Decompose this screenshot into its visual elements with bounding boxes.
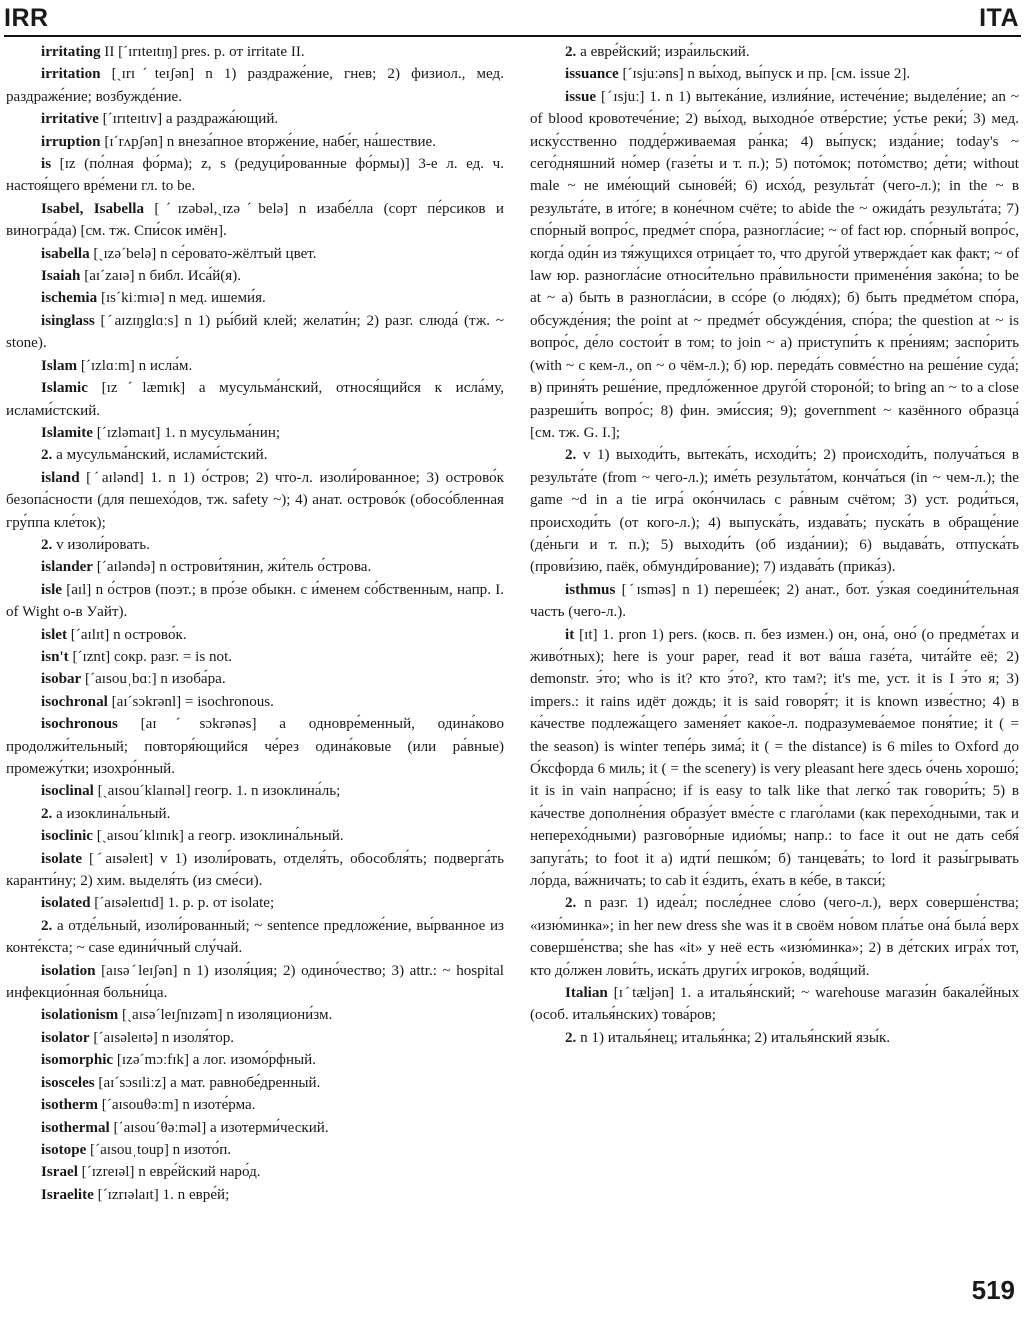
entry-headword: isoclinic [41, 828, 93, 845]
entry-headword: 2. [565, 44, 577, 60]
dictionary-entry [6, 825, 504, 847]
entry-text: [ˊɪsjuːəns] n вы́ход, вы́пуск и пр. [см. issue 2]. [618, 66, 911, 83]
entry-headword: 2. [565, 1029, 577, 1046]
page-number: 519 [971, 1275, 1015, 1305]
entry-headword: irritation [41, 66, 101, 83]
dictionary-entry [6, 646, 504, 668]
entry-headword: isotherm [41, 1097, 99, 1114]
entry-text: a изоклина́льный. [52, 805, 171, 822]
entry-text: [ˏɪzəˊbelə] n се́ровато-жёлтый цвет. [89, 245, 317, 262]
dictionary-entry [6, 265, 504, 287]
entry-text: [ˊɪznt] сокр. разг. = is not. [68, 648, 233, 665]
dictionary-entry [530, 579, 1019, 624]
entry-text: [ˏaɪsəˊleɪʃnɪzəm] n изоляциони́зм. [118, 1007, 333, 1024]
running-head-left: IRR [4, 4, 49, 32]
entry-text: [aɪl] n о́стров (поэт.; в про́зе обыкн. с и́менем со́бственным, напр. I. of Wight о-в Уайт). [6, 581, 504, 621]
dictionary-entry [6, 287, 504, 309]
dictionary-entry [530, 624, 1019, 893]
entry-text: [aɪˊsɔsɪliːz] a мат. равнобе́дренный. [94, 1074, 321, 1091]
entry-headword: Isaiah [41, 268, 81, 285]
entry-text: [aɪˊsɔkrənəs] a одновре́менный, одина́ково продолжи́тельный; повторя́ющийся че́рез одина́ковые (или ра́вные) промежу́тки; изохро́нный. [6, 716, 504, 777]
dictionary-entry [6, 131, 504, 153]
entry-headword: 2. [41, 536, 53, 553]
dictionary-entry [6, 1004, 504, 1026]
entry-headword: 2. [41, 447, 53, 464]
dictionary-entry [6, 153, 504, 198]
entry-headword: Israelite [41, 1186, 94, 1203]
entry-headword: isobar [41, 671, 82, 688]
running-head-right: ITA [979, 4, 1019, 32]
entry-headword: 2. [41, 917, 53, 934]
entry-text: [ˊaɪsəleɪt] v 1) изоли́ровать, отделя́ть, обособля́ть; подверга́ть каранти́ну; 2) хим. выделя́ть (из сме́си). [6, 850, 504, 890]
entry-headword: isn't [41, 648, 69, 665]
entry-headword: irritating [41, 44, 101, 60]
entry-headword: isolationism [41, 1007, 119, 1024]
entry-text: [ˊɪzləmaɪt] 1. n мусульма́нин; [92, 424, 281, 441]
dictionary-entry [6, 1139, 504, 1161]
header-rule [4, 35, 1021, 37]
entry-text: v 1) выходи́ть, вытека́ть, исходи́ть; 2) происходи́ть, получа́ться в результа́те (from ~ чего-л.); име́ть результа́том, конча́ться (in ~ чем-л.); the game ~d in a tie игра́ око́нчилась с ра́вным счётом; 3) уст. роди́ться, происходи́ть (от кого-л.); 4) выпуска́ть, издава́ть; пуска́ть в обраще́ние (де́ньги и т. п.); 5) выходи́ть (об изда́нии); 6) выдава́ть, отпуска́ть (прови́зию, паёк, обмунди́рование); 7) издава́ть (прика́з). [530, 447, 1019, 576]
dictionary-entry [530, 1027, 1019, 1049]
entry-text: [aɪˊzaɪə] n библ. Иса́й(я). [80, 268, 242, 285]
entry-headword: isochronal [41, 693, 108, 710]
entry-text: [ˏɪrɪˊteɪʃən] n 1) раздраже́ние, гнев; 2) физиол., мед. раздраже́ние; возбужде́ние. [6, 66, 504, 105]
entry-headword: issue [565, 88, 597, 105]
entry-text: n разг. 1) идеа́л; после́днее сло́во (чего-л.), верх соверше́нства; «изю́минка»; in her new dress she was it в своём но́вом пла́тье она́ была́ верх соверше́нства; she has «it» у неё есть «изю́минка»; 2) в де́тских игра́х тот, кто до́лжен лови́ть, иска́ть други́х игроко́в, водя́щий. [530, 895, 1019, 979]
entry-text: [ˊɪzlɑːm] n исла́м. [77, 357, 193, 374]
entry-headword: Italian [565, 985, 608, 1002]
entry-text: [ˊɪsməs] n 1) переше́ек; 2) анат., бот. у́зкая соедини́тельная часть (чего-л.). [530, 581, 1019, 621]
dictionary-entry [6, 1184, 504, 1206]
dictionary-entry [6, 915, 504, 960]
dictionary-entry [6, 310, 504, 355]
entry-text: [ˊɪsjuː] 1. n 1) вытека́ние, излия́ние, истече́ние; выделе́ние; an ~ of blood кровотече́ние; 2) вы́ход, выходно́е отве́рстие; у́стье реки́; 3) мед. иску́сственно подде́рживаемая ра́нка; 4) вы́пуск; изда́ние; today's ~ сего́дняшний но́мер (газе́ты и т. п.); 5) пото́мок; пото́мство; де́ти; without male ~ не име́ющий сынове́й; 6) исхо́д, результа́т (чего-л.); in the ~ в результа́те, в ито́ге; в коне́чном счёте; to abide the ~ ожида́ть результа́та; 7) спо́рный вопро́с, предме́т спо́ра, разногла́сие; ~ of fact юр. спо́рный вопро́с, когда́ оди́н из тя́жущихся отрица́ет то, что друго́й утвержда́ет как факт; ~ of law юр. разногла́сие относи́тельно пра́вильности примене́ния зако́на; to be at ~ а) быть в разногла́сии, в ссо́ре (о лю́дях); б) быть предме́том спо́ра, обсужде́ния; the point at ~ предме́т обсужде́ния, спо́ра; the question at ~ is вопро́с, де́ло состои́т в том; to join ~ а) приступи́ть к пре́ниям; заспо́рить (with ~ с кем-л., on ~ о чём-л.); б) юр. переда́ть совме́стно на реше́ние суда́; в) приня́ть реше́ние, предло́женное друго́й стороно́й; to bring an ~ to a close разреши́ть вопро́с; 8) фин. эми́ссия; 9); government ~ казённого образца́ [см. тж. G. I.]; [530, 88, 1019, 441]
dictionary-entry [6, 1049, 504, 1071]
entry-headword: isoclinal [41, 783, 94, 800]
entry-headword: it [565, 626, 575, 643]
dictionary-entry [6, 668, 504, 690]
dictionary-entry [6, 848, 504, 893]
entry-headword: isotope [41, 1141, 87, 1158]
entry-text: [ˊaɪlɪt] n острово́к. [67, 626, 187, 643]
entry-text: [aɪˊsɔkrənl] = isochronous. [107, 693, 274, 710]
entry-headword: isthmus [565, 581, 616, 598]
entry-text: [ˊaɪsəleɪtɪd] 1. p. p. от isolate; [90, 895, 275, 912]
dictionary-entry [6, 377, 504, 422]
entry-text: [ˊaɪsouθəːm] n изоте́рма. [98, 1097, 256, 1114]
entry-headword: Israel [41, 1164, 78, 1181]
entry-headword: isolator [41, 1029, 90, 1046]
entry-headword: isolate [41, 850, 83, 867]
entry-text: [ˊaɪsəleɪtə] n изоля́тор. [89, 1029, 235, 1046]
dictionary-entry [6, 803, 504, 825]
dictionary-entry [6, 960, 504, 1005]
entry-text: [ɪˊtæljən] 1. a италья́нский; ~ warehouse магази́н бакале́йных (особ. италья́нских) това́ров; [530, 985, 1019, 1024]
entry-headword: islet [41, 626, 67, 643]
entry-text: II [ˊɪrɪteɪtɪŋ] pres. p. от irritate II. [100, 44, 305, 60]
entry-headword: 2. [565, 895, 577, 912]
entry-text: v изоли́ровать. [52, 536, 150, 553]
entry-headword: is [41, 156, 52, 173]
entry-headword: 2. [41, 805, 53, 822]
dictionary-entry [6, 1161, 504, 1183]
entry-headword: issuance [565, 66, 619, 83]
right-column [530, 41, 1019, 1049]
dictionary-entry [6, 624, 504, 646]
entry-headword: Islamic [41, 380, 88, 397]
entry-text: [ˊaɪzɪŋglɑːs] n 1) ры́бий клей; желати́н; 2) разг. слюда́ (тж. ~ stone). [6, 312, 504, 352]
dictionary-entry [6, 579, 504, 624]
entry-headword: isochronous [41, 716, 118, 733]
dictionary-entry [6, 780, 504, 802]
dictionary-entry [6, 1027, 504, 1049]
dictionary-entry [6, 556, 504, 578]
entry-headword: Isabel, Isabella [41, 200, 145, 217]
dictionary-entry [6, 444, 504, 466]
dictionary-entry [6, 713, 504, 780]
entry-text: [aɪsəˊleɪʃən] n 1) изоля́ция; 2) одино́чество; 3) attr.: ~ hospital инфекцио́нная больни́ца. [6, 962, 504, 1002]
entry-headword: isolation [41, 962, 96, 979]
dictionary-entry [530, 444, 1019, 578]
dictionary-entry [530, 892, 1019, 982]
entry-text: [ˏaɪsouˊklaɪnəl] геогр. 1. n изоклина́ль; [93, 783, 341, 800]
entry-headword: isle [41, 581, 62, 598]
dictionary-entry [6, 198, 504, 243]
entry-text: [ˊaɪləndə] n острови́тянин, жи́тель о́строва. [93, 559, 372, 576]
entry-text: [ˏaɪsouˊklɪnɪk] a геогр. изоклина́льный. [93, 828, 344, 845]
entry-text: [ˊɪrɪteɪtɪv] a раздража́ющий. [98, 111, 279, 128]
entry-text: [ˊaɪsouˊθəːməl] a изотерми́ческий. [109, 1119, 329, 1136]
entry-text: [ˊaɪsouˌtoup] n изото́п. [86, 1141, 232, 1158]
entry-text: a евре́йский; изра́ильский. [576, 44, 750, 60]
entry-text: [ɪz (по́лная фо́рма); z, s (редуци́рованные фо́рмы)] 3-е л. ед. ч. настоя́щего вре́мени гл. to be. [6, 156, 504, 195]
entry-headword: ischemia [41, 290, 98, 307]
entry-headword: irruption [41, 133, 101, 150]
entry-text: a мусульма́нский, ислами́стский. [52, 447, 268, 464]
dictionary-entry [6, 1072, 504, 1094]
dictionary-entry [6, 355, 504, 377]
dictionary-entry [6, 467, 504, 534]
dictionary-entry [6, 691, 504, 713]
entry-headword: isosceles [41, 1074, 95, 1091]
entry-text: a отде́льный, изоли́рованный; ~ sentence предложе́ние, вы́рванное из конте́кста; ~ case едини́чный слу́чай. [6, 917, 504, 957]
entry-headword: isinglass [41, 312, 95, 329]
entry-text: [ɪzˊlæmɪk] a мусульма́нский, относя́щийся к исла́му, ислами́стский. [6, 380, 504, 419]
entry-text: n 1) италья́нец; италья́нка; 2) италья́нский язы́к. [576, 1029, 891, 1046]
dictionary-entry [530, 41, 1019, 63]
dictionary-entry [530, 982, 1019, 1027]
entry-text: [ɪsˊkiːmɪə] n мед. ишеми́я. [97, 290, 266, 307]
entry-headword: irritative [41, 111, 99, 128]
dictionary-entry [6, 1117, 504, 1139]
entry-headword: isomorphic [41, 1052, 114, 1069]
entry-text: [ˊaɪsouˌbɑː] n изоба́ра. [81, 671, 226, 688]
dictionary-entry [6, 422, 504, 444]
dictionary-entry [6, 108, 504, 130]
dictionary-entry [6, 41, 504, 63]
entry-headword: islander [41, 559, 93, 576]
entry-headword: isolated [41, 895, 91, 912]
entry-text: [ɪzəˊmɔːfɪk] a лог. изомо́рфный. [113, 1052, 317, 1069]
entry-headword: Islamite [41, 424, 93, 441]
dictionary-entry [6, 1094, 504, 1116]
entry-headword: isothermal [41, 1119, 110, 1136]
dictionary-entry [6, 892, 504, 914]
left-column [6, 41, 504, 1206]
dictionary-entry [530, 63, 1019, 85]
dictionary-entry [6, 63, 504, 108]
entry-text: [ˊaɪlənd] 1. n 1) о́стров; 2) что-л. изоли́рованное; 3) острово́к безопа́сности (для пешехо́дов, тж. safety ~); 4) анат. острово́к (обосо́бленная гру́ппа кле́ток); [6, 469, 504, 531]
entry-headword: island [41, 469, 80, 486]
entry-text: [ɪˊrʌpʃən] n внеза́пное вторже́ние, набе́г, на́шествие. [100, 133, 436, 150]
dictionary-entry [6, 243, 504, 265]
entry-text: [ɪt] 1. pron 1) pers. (косв. п. без измен.) он, она́, оно́ (о предме́тах и живо́тных); here is your paper, read it вот ва́ша газе́та, чита́йте её; 2) demonstr. э́то; who is it? кто э́то?, кто там?; it's me, уст. it is I э́то я; 3) impers.: it rains идёт дождь; it is said говоря́т; it is known изве́стно; 4) в ка́честве подлежа́щего заменя́ет како́е-л. подразумева́емое поня́тие; it ( = the season) is winter тепе́рь зима́; it ( = the distance) is 6 miles to Oxford до О́ксфорда 6 миль; it ( = the scenery) is very pleasant here здесь о́чень хорошо́; it is in vain напра́сно; if is easy to talk like that легко́ так говори́ть; 5) в ка́честве дополне́ния образу́ет вме́сте с глаго́лами (как перехо́дными, так и неперехо́дными) разгово́рные идио́мы; напр.: to face it out не дать себя́ запуга́ть; to foot it а) идти́ пешко́м; б) танцева́ть; to lord it разы́грывать ло́рда, ва́жничать; to cab it е́здить, е́хать в ке́бе, в такси́; [530, 626, 1019, 890]
entry-text: [ˊɪzreɪəl] n евре́йский наро́д. [77, 1164, 261, 1181]
dictionary-entry [530, 86, 1019, 445]
entry-text: [ˊɪzrɪəlaɪt] 1. n евре́й; [93, 1186, 230, 1203]
entry-headword: isabella [41, 245, 90, 262]
entry-text: [ˊɪzəbəl,ˏɪzəˊbelə] n изабе́лла (сорт пе́рсиков и виногра́да) [см. тж. Спи́сок имён]. [6, 200, 504, 240]
dictionary-entry [6, 534, 504, 556]
entry-headword: 2. [565, 447, 577, 464]
entry-headword: Islam [41, 357, 78, 374]
